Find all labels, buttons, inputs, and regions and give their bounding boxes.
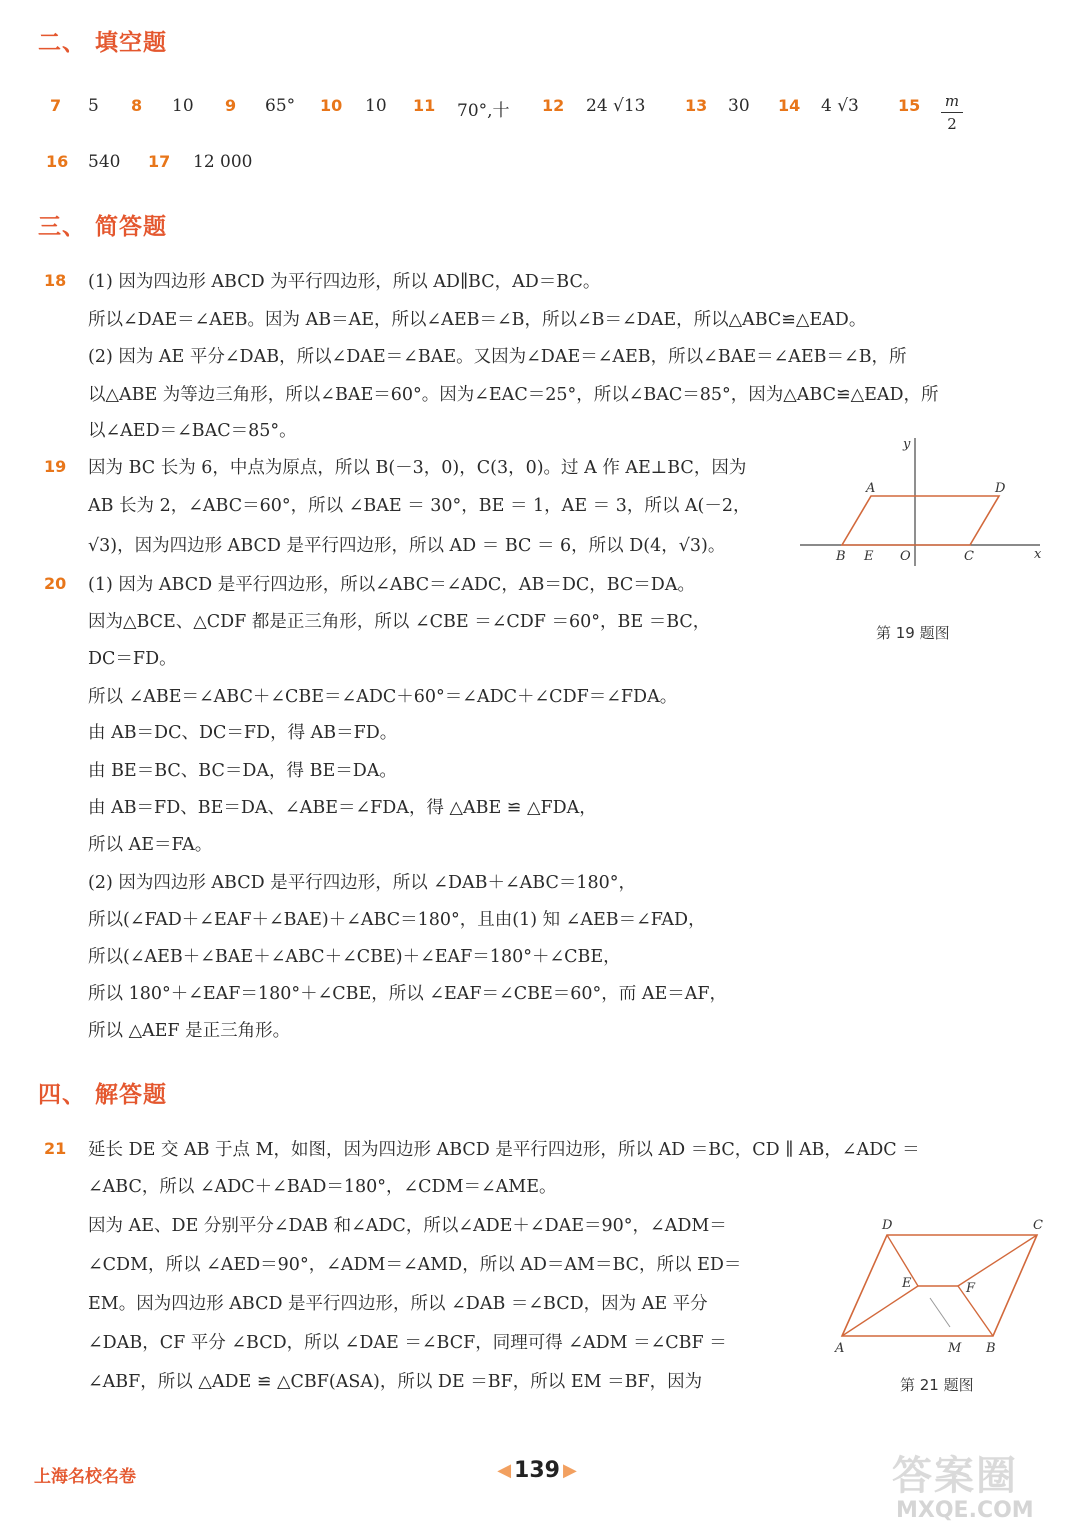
answer-value: 70°,十	[457, 101, 510, 121]
answer-number: 12	[542, 96, 565, 115]
text-line: 以∠AED＝∠BAC＝85°。	[88, 421, 297, 441]
left-arrow-icon: ◀	[497, 1459, 512, 1481]
text-line: 以△ABE 为等边三角形，所以∠BAE＝60°。因为∠EAC＝25°，所以∠BAC＝85°，因为△ABC≌△EAD，所	[88, 385, 939, 405]
figure-19-diagram	[800, 430, 1050, 570]
watermark-bottom-text: MXQE.COM	[896, 1498, 1034, 1523]
label-f: F	[966, 1281, 976, 1296]
answer-value: 4 √3	[821, 96, 859, 116]
figure-21-diagram	[830, 1212, 1055, 1362]
answer-number: 11	[413, 96, 436, 115]
answer-value: 10	[365, 96, 387, 116]
text-line: DC＝FD。	[88, 649, 177, 669]
label-d: D	[882, 1218, 893, 1233]
text-line: 所以(∠FAD＋∠EAF＋∠BAE)＋∠ABC＝180°，且由(1) 知 ∠AEB＝∠FAD，	[88, 910, 706, 930]
answer-number: 17	[148, 152, 171, 171]
text-line: (1) 因为 ABCD 是平行四边形，所以∠ABC＝∠ADC，AB＝DC，BC＝DA。	[88, 575, 695, 595]
page-number: 139	[514, 1457, 560, 1483]
label-o: O	[900, 549, 911, 564]
section-heading-fill: 二、 填空题	[38, 30, 168, 56]
question-number: 20	[44, 574, 67, 593]
text-line: 由 AB＝FD、BE＝DA、∠ABE＝∠FDA，得 △ABE ≌ △FDA，	[88, 798, 597, 818]
answer-value: 65°	[265, 96, 296, 116]
label-b: B	[836, 549, 846, 564]
text-line: 因为△BCE、△CDF 都是正三角形，所以 ∠CBE ＝∠CDF ＝60°，BE ＝BC，	[88, 612, 711, 632]
answer-number: 9	[225, 96, 237, 115]
label-y: y	[903, 437, 911, 452]
text-line: ∠CDM，所以 ∠AED＝90°，∠ADM＝∠AMD，所以 AD＝AM＝BC，所以 ED＝	[88, 1255, 742, 1275]
watermark-top-text: 答案圈	[892, 1453, 1018, 1499]
answer-number: 16	[46, 152, 69, 171]
answer-number: 15	[898, 96, 921, 115]
answer-number: 8	[131, 96, 143, 115]
text-line: (2) 因为 AE 平分∠DAB，所以∠DAE＝∠BAE。又因为∠DAE＝∠AEB，所以∠BAE＝∠AEB＝∠B，所	[88, 347, 907, 367]
label-a: A	[866, 481, 876, 496]
label-b: B	[986, 1341, 996, 1356]
answer-number: 7	[50, 96, 62, 115]
label-x: x	[1034, 547, 1042, 562]
parallelogram-abcd	[842, 496, 999, 545]
section-heading-solve: 四、 解答题	[38, 1082, 168, 1108]
section-heading-short: 三、 简答题	[38, 214, 168, 240]
text-line: ∠ABF，所以 △ADE ≌ △CBF(ASA)，所以 DE ＝BF，所以 EM ＝BF，因为	[88, 1372, 703, 1392]
segment-em	[930, 1298, 950, 1327]
text-line: (1) 因为四边形 ABCD 为平行四边形，所以 AD∥BC，AD＝BC。	[88, 272, 601, 292]
fraction-numerator: m	[944, 92, 960, 110]
right-arrow-icon: ▶	[562, 1459, 577, 1481]
fraction-denominator: 2	[947, 115, 957, 133]
answer-number: 13	[685, 96, 708, 115]
label-c: C	[1033, 1218, 1043, 1233]
watermark-logo	[890, 1440, 1065, 1530]
answer-value: 540	[88, 152, 121, 172]
label-e: E	[864, 549, 874, 564]
text-line: AB 长为 2，∠ABC＝60°，所以 ∠BAE ＝ 30°，BE ＝ 1，AE ＝ 3，所以 A(－2，	[88, 496, 751, 516]
fraction-m-over-2	[941, 92, 963, 133]
text-line: ∠ABC，所以 ∠ADC＋∠BAD＝180°，∠CDM＝∠AME。	[88, 1177, 557, 1197]
footer-book-title: 上海名校名卷	[34, 1467, 136, 1487]
text-line: 所以 ∠ABE＝∠ABC＋∠CBE＝∠ADC＋60°＝∠ADC＋∠CDF＝∠FDA。	[88, 687, 678, 707]
question-number: 19	[44, 457, 67, 476]
question-number: 18	[44, 271, 67, 290]
text-line: ∠DAB，CF 平分 ∠BCD，所以 ∠DAE ＝∠BCF，同理可得 ∠ADM ＝∠CBF ＝	[88, 1333, 727, 1353]
answer-value: 30	[728, 96, 750, 116]
label-e: E	[902, 1276, 912, 1291]
text-line: 因为 BC 长为 6，中点为原点，所以 B(－3，0)，C(3，0)。过 A 作 AE⊥BC，因为	[88, 458, 747, 478]
text-line: 所以 △AEF 是正三角形。	[88, 1021, 291, 1041]
label-a: A	[835, 1341, 845, 1356]
label-d: D	[995, 481, 1006, 496]
label-m: M	[948, 1341, 962, 1356]
page-number-block	[497, 1456, 577, 1484]
text-line: (2) 因为四边形 ABCD 是平行四边形，所以 ∠DAB＋∠ABC＝180°，	[88, 873, 637, 893]
text-line: √3)，因为四边形 ABCD 是平行四边形，所以 AD ＝ BC ＝ 6，所以 D(4，√3)。	[88, 536, 726, 556]
text-line: 所以∠DAE＝∠AEB。因为 AB＝AE，所以∠AEB＝∠B，所以∠B＝∠DAE，所以△ABC≌△EAD。	[88, 310, 867, 330]
question-number: 21	[44, 1139, 67, 1158]
text-line: 由 AB＝DC、DC＝FD，得 AB＝FD。	[88, 723, 398, 743]
text-line: 延长 DE 交 AB 于点 M，如图，因为四边形 ABCD 是平行四边形，所以 AD ＝BC，CD ∥ AB，∠ADC ＝	[88, 1140, 920, 1160]
text-line: 由 BE＝BC、BC＝DA，得 BE＝DA。	[88, 761, 397, 781]
label-c: C	[964, 549, 974, 564]
text-line: 所以 AE＝FA。	[88, 835, 213, 855]
figure-21-caption: 第 21 题图	[900, 1376, 974, 1394]
answer-value: 24 √13	[586, 96, 646, 116]
answer-value: 10	[172, 96, 194, 116]
answer-value: 12 000	[193, 152, 253, 172]
text-line: 所以 180°＋∠EAF＝180°＋∠CBE，所以 ∠EAF＝∠CBE＝60°，而 AE＝AF，	[88, 984, 728, 1004]
text-line: 因为 AE、DE 分别平分∠DAB 和∠ADC，所以∠ADE＋∠DAE＝90°，∠ADM＝	[88, 1216, 727, 1236]
answer-number: 14	[778, 96, 801, 115]
text-line: EM。因为四边形 ABCD 是平行四边形，所以 ∠DAB ＝∠BCD，因为 AE 平分	[88, 1294, 708, 1314]
text-line: 所以(∠AEB＋∠BAE＋∠ABC＋∠CBE)＋∠EAF＝180°＋∠CBE，	[88, 947, 621, 967]
figure-19-caption: 第 19 题图	[876, 624, 950, 642]
answer-value: 5	[88, 96, 99, 116]
answer-number: 10	[320, 96, 343, 115]
